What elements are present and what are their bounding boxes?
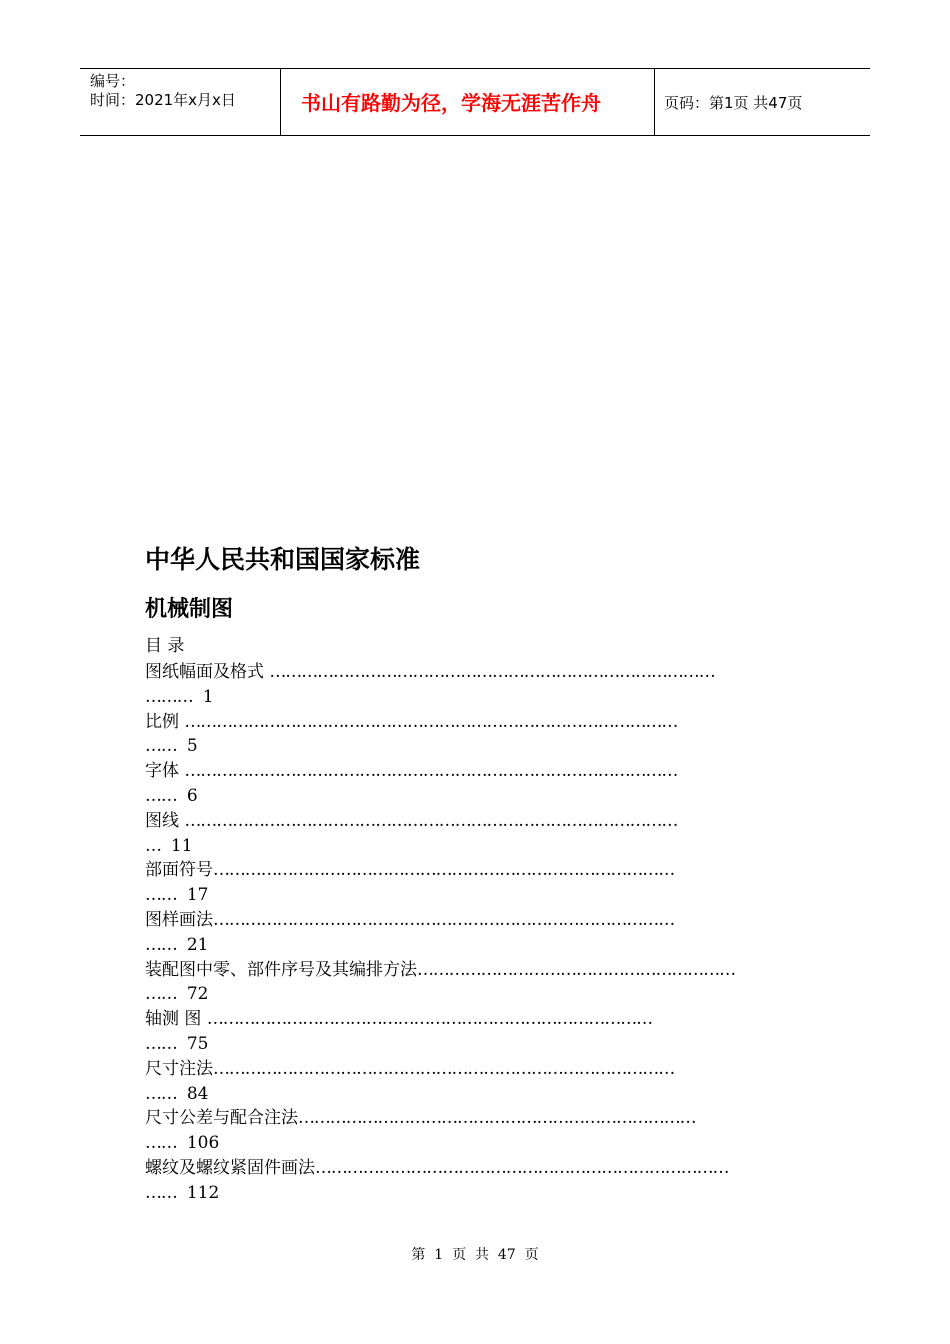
toc-entry-label: 轴测 图	[145, 1009, 207, 1030]
toc-entry-label: 图纸幅面及格式	[145, 662, 270, 682]
document-subtitle: 机械制图	[145, 597, 234, 622]
header-motto: 书山有路勤为径，学海无涯苦作舟	[301, 91, 601, 115]
toc-leader-dots: ………	[145, 686, 193, 707]
toc-entry-label: 部面符号	[145, 860, 213, 881]
toc-entry-page: 1	[202, 686, 214, 707]
toc-entry[interactable]	[145, 1156, 815, 1206]
toc-entry-label: 尺寸公差与配合注法	[145, 1108, 298, 1129]
toc-leader-dots: ……	[145, 1033, 177, 1054]
header-page-cell	[655, 69, 870, 135]
page-header	[80, 68, 870, 136]
toc-entry-page: 112	[186, 1182, 220, 1203]
toc-leader-dots: ……	[145, 1182, 177, 1203]
toc-leader-dots: ……………………………………………………………………………	[213, 860, 675, 881]
toc-entry-label: 字体	[145, 761, 185, 782]
toc-heading: 目 录	[145, 636, 185, 656]
toc-leader-dots: ……………………………………………………………………	[315, 1157, 729, 1178]
document-date-label: 时间：2021年x月x日	[90, 91, 236, 109]
toc-entry[interactable]	[145, 1106, 815, 1156]
page-footer: 第 1 页 共 47 页	[411, 1247, 539, 1263]
document-title: 中华人民共和国国家标准	[145, 545, 421, 574]
toc-entry[interactable]	[145, 908, 815, 958]
toc-leader-dots: …………………………………………………………………………………	[184, 711, 678, 732]
toc-leader-dots: ……	[145, 1083, 177, 1104]
toc-leader-dots: ……	[145, 1133, 177, 1154]
toc-entry-label: 比例	[145, 711, 185, 732]
toc-entry[interactable]	[145, 710, 815, 760]
toc-leader-dots: …………………………………………………………………………	[206, 1009, 653, 1030]
toc-entry-page: 106	[186, 1133, 220, 1154]
toc-leader-dots: ……	[145, 885, 177, 906]
toc-leader-dots: …	[145, 835, 161, 856]
toc-entry[interactable]	[145, 858, 815, 908]
toc-entry[interactable]	[145, 759, 815, 809]
table-of-contents	[145, 660, 815, 1206]
toc-leader-dots: ……………………………………………………	[417, 959, 736, 980]
toc-entry-label: 图样画法	[145, 909, 213, 930]
toc-leader-dots: …………………………………………………………………	[298, 1108, 696, 1129]
toc-entry[interactable]	[145, 660, 815, 710]
toc-leader-dots: ……	[145, 785, 177, 806]
header-motto-cell	[281, 69, 655, 135]
toc-leader-dots: ……	[145, 934, 177, 955]
document-number-label: 编号：	[90, 72, 136, 90]
header-page-info: 页码：第1页 共47页	[664, 94, 803, 112]
toc-entry-page: 21	[186, 934, 209, 955]
toc-entry-page: 72	[186, 984, 209, 1005]
toc-entry-page: 75	[186, 1033, 209, 1054]
toc-entry-label: 螺纹及螺纹紧固件画法	[145, 1157, 315, 1178]
toc-entry-page: 5	[186, 736, 198, 757]
toc-entry-page: 11	[170, 835, 193, 856]
toc-entry-label: 装配图中零、部件序号及其编排方法	[145, 959, 417, 980]
toc-entry-label: 尺寸注法	[145, 1058, 213, 1079]
toc-entry-page: 84	[186, 1083, 209, 1104]
toc-leader-dots: ……	[145, 736, 177, 757]
toc-leader-dots: …………………………………………………………………………………	[184, 810, 678, 831]
toc-entry[interactable]	[145, 1057, 815, 1107]
toc-entry[interactable]	[145, 1007, 815, 1057]
toc-entry[interactable]	[145, 809, 815, 859]
toc-entry[interactable]	[145, 958, 815, 1008]
toc-entry-page: 17	[186, 885, 209, 906]
toc-leader-dots: …………………………………………………………………………	[269, 662, 715, 682]
toc-leader-dots: …………………………………………………………………………………	[184, 761, 678, 782]
header-meta-cell	[80, 69, 281, 135]
toc-leader-dots: ……………………………………………………………………………	[213, 909, 675, 930]
toc-leader-dots: ……………………………………………………………………………	[213, 1058, 675, 1079]
toc-leader-dots: ……	[145, 984, 177, 1005]
toc-entry-page: 6	[186, 785, 198, 806]
toc-entry-label: 图线	[145, 810, 185, 831]
